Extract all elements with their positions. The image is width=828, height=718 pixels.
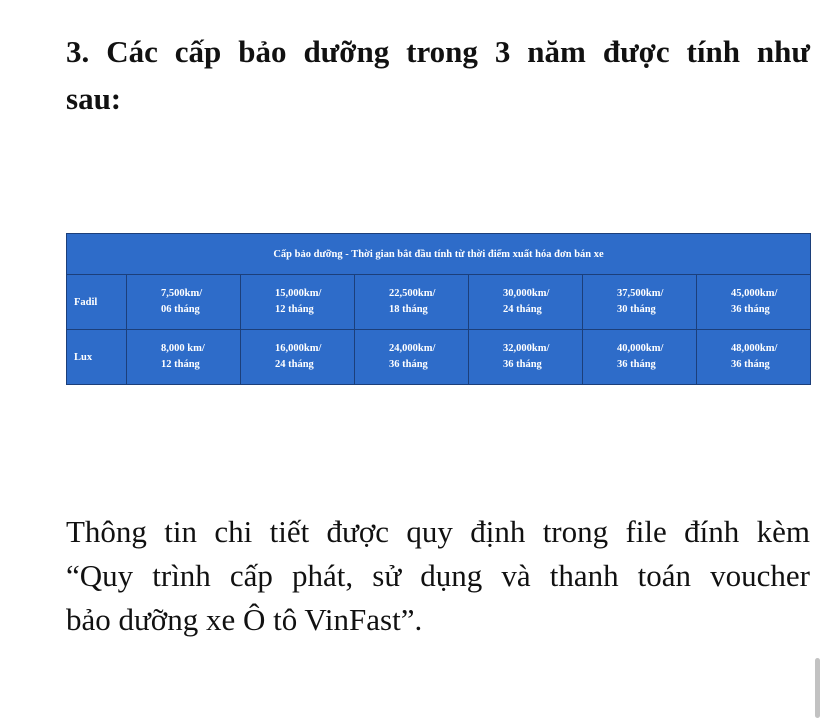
interval-km: 45,000km/ xyxy=(731,288,778,299)
interval-period: 24 tháng xyxy=(275,359,314,370)
interval-period: 24 tháng xyxy=(503,304,542,315)
table-header-row xyxy=(67,234,811,275)
interval-cell xyxy=(697,330,811,385)
vertical-scrollbar[interactable] xyxy=(815,658,820,718)
maintenance-schedule-table xyxy=(66,233,811,385)
interval-cell xyxy=(127,330,241,385)
interval-km: 30,000km/ xyxy=(503,288,550,299)
interval-period: 12 tháng xyxy=(275,304,314,315)
table-header-cell: Cấp bảo dưỡng - Thời gian bắt đầu tính từ thời điểm xuất hóa đơn bán xe xyxy=(67,234,811,275)
interval-km: 37,500km/ xyxy=(617,288,664,299)
interval-cell xyxy=(697,275,811,330)
interval-period: 36 tháng xyxy=(389,359,428,370)
section-heading xyxy=(66,28,810,122)
interval-cell xyxy=(241,275,355,330)
interval-cell xyxy=(127,275,241,330)
interval-period: 36 tháng xyxy=(503,359,542,370)
section-heading-line-2: sau: xyxy=(66,81,122,116)
interval-km: 8,000 km/ xyxy=(161,343,205,354)
interval-cell xyxy=(355,275,469,330)
interval-cell xyxy=(355,330,469,385)
interval-cell xyxy=(469,275,583,330)
interval-cell xyxy=(241,330,355,385)
interval-period: 30 tháng xyxy=(617,304,656,315)
interval-km: 7,500km/ xyxy=(161,288,203,299)
model-cell: Lux xyxy=(67,330,127,385)
interval-km: 40,000km/ xyxy=(617,343,664,354)
interval-cell xyxy=(583,330,697,385)
interval-period: 36 tháng xyxy=(731,359,770,370)
interval-period: 36 tháng xyxy=(731,304,770,315)
interval-cell xyxy=(583,275,697,330)
interval-km: 32,000km/ xyxy=(503,343,550,354)
interval-km: 24,000km/ xyxy=(389,343,436,354)
details-line-1: Thông tin chi tiết được quy định trong file đính kèm xyxy=(66,514,810,549)
interval-km: 22,500km/ xyxy=(389,288,436,299)
interval-km: 16,000km/ xyxy=(275,343,322,354)
section-heading-line-1: 3. Các cấp bảo dưỡng trong 3 năm được tính như xyxy=(66,34,810,69)
interval-period: 12 tháng xyxy=(161,359,200,370)
details-line-3: bảo dưỡng xe Ô tô VinFast”. xyxy=(66,602,423,637)
table-row-fadil xyxy=(67,275,811,330)
interval-period: 18 tháng xyxy=(389,304,428,315)
table-row-lux xyxy=(67,330,811,385)
model-cell: Fadil xyxy=(67,275,127,330)
details-line-2: “Quy trình cấp phát, sử dụng và thanh toán voucher xyxy=(66,558,810,593)
interval-period: 06 tháng xyxy=(161,304,200,315)
interval-km: 48,000km/ xyxy=(731,343,778,354)
details-paragraph xyxy=(66,510,810,642)
interval-km: 15,000km/ xyxy=(275,288,322,299)
interval-cell xyxy=(469,330,583,385)
interval-period: 36 tháng xyxy=(617,359,656,370)
